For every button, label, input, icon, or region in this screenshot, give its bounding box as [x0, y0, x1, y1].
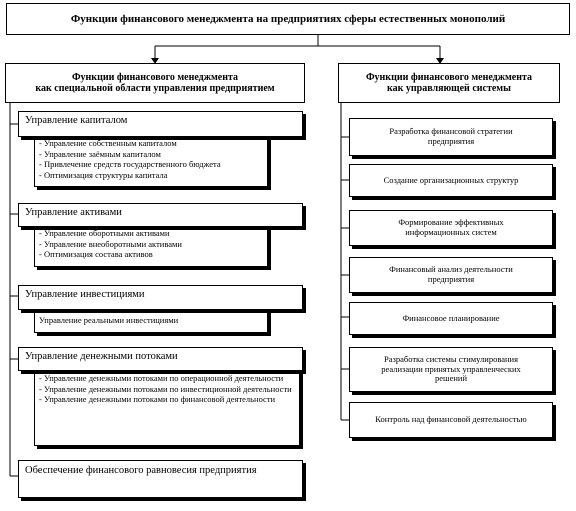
right-item-org-structures	[349, 164, 553, 197]
cashflow-item-2: - Управление денежными потоками по инвестиционной деятельности	[39, 383, 292, 394]
investments-items-box	[34, 309, 268, 333]
right-header-line1: Функции финансового менеджмента	[365, 71, 533, 83]
right-item-financial-planning-text: Финансовое планирование	[402, 312, 500, 323]
cashflow-management-title: Управление денежными потоками	[25, 351, 178, 362]
right-item-financial-control-text: Контроль над финансовой деятельностью	[375, 414, 527, 425]
capital-item-1: - Управление собственным капиталом	[39, 138, 177, 148]
right-item-info-systems	[349, 210, 553, 246]
right-item-financial-analysis	[349, 257, 553, 293]
right-item-financial-analysis-text: Финансовый анализ деятельности предприятия	[389, 264, 513, 284]
right-item-org-structures-text: Создание организационных структур	[383, 174, 519, 185]
capital-items-box	[34, 135, 268, 187]
diagram-title-text: Функции финансового менеджмента на предприятиях сферы естественных монополий	[70, 12, 506, 25]
assets-item-2: - Управление внеоборотными активами	[39, 238, 182, 249]
right-column-header	[338, 63, 560, 103]
assets-items-box	[34, 225, 268, 267]
capital-item-4: - Оптимизация структуры капитала	[39, 169, 168, 180]
left-column-header	[5, 63, 305, 103]
cashflow-item-3: - Управление денежными потоками по финансовой деятельности	[39, 394, 276, 405]
left-header-line1: Функции финансового менеджмента	[71, 71, 239, 83]
right-item-info-systems-text: Формирование эффективных информационных систем	[398, 217, 504, 237]
right-item-strategy	[349, 118, 553, 156]
investments-management-title: Управление инвестициями	[25, 289, 145, 300]
assets-management-title: Управление активами	[25, 207, 122, 218]
right-item-financial-control	[349, 402, 553, 438]
capital-item-2: - Управление заёмным капиталом	[39, 148, 161, 159]
investments-item-1: Управление реальными инвестициями	[39, 315, 179, 325]
capital-item-3: - Привлечение средств государственного бюджета	[39, 159, 221, 170]
assets-item-1: - Управление оборотными активами	[39, 228, 170, 238]
left-header-line2: как специальной области управления предприятием	[35, 83, 275, 94]
cashflow-management-header	[18, 347, 303, 371]
right-item-strategy-text: Разработка финансовой стратегии предприятия	[389, 126, 513, 146]
capital-management-title: Управление капиталом	[25, 115, 128, 126]
cashflow-item-1: - Управление денежными потоками по операционной деятельности	[39, 373, 284, 383]
assets-item-3: - Оптимизация состава активов	[39, 249, 153, 260]
diagram-title	[6, 3, 570, 35]
cashflow-items-box	[34, 370, 300, 446]
right-header-line2: как управляющей системы	[387, 83, 511, 94]
right-item-financial-planning	[349, 302, 553, 335]
right-item-incentive-system	[349, 347, 553, 392]
financial-equilibrium-title: Обеспечение финансового равновесия предприятия	[25, 465, 257, 476]
assets-management-header	[18, 203, 303, 227]
financial-equilibrium-box	[18, 460, 303, 498]
investments-management-header	[18, 285, 303, 310]
right-item-incentive-system-text: Разработка системы стимулирования реализации принятых управленческих решений	[381, 353, 521, 384]
capital-management-header	[18, 111, 303, 137]
